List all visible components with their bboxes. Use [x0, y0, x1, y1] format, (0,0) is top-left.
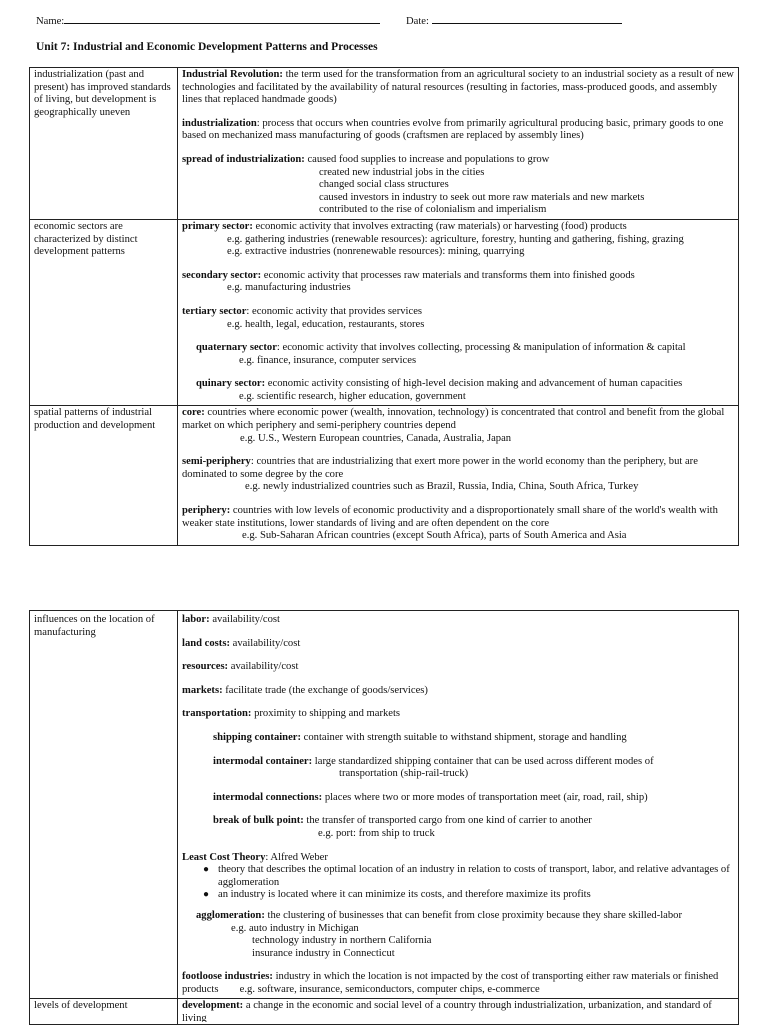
definition-continuation: transportation (ship-rail-truck) — [339, 768, 469, 780]
definition-quaternary-sector — [182, 342, 735, 355]
topic-location-of-manufacturing: influences on the location of manufacturing — [30, 611, 178, 999]
term: transportation: — [182, 708, 252, 720]
content-levels-of-development — [178, 999, 739, 1025]
topic-spatial-patterns: spatial patterns of industrial production and development — [30, 406, 178, 545]
definition-land-costs — [182, 638, 735, 651]
name-label: Name: — [36, 16, 65, 27]
example-text: e.g. scientific research, higher education, government — [239, 390, 466, 402]
example-text: e.g. U.S., Western European countries, Canada, Australia, Japan — [240, 432, 512, 444]
definition-text: economic activity that involves extracting (raw materials) or harvesting (food) products — [252, 220, 627, 232]
term: intermodal connections: — [213, 791, 323, 803]
spread-item: changed social class structures — [319, 179, 449, 191]
term: core: — [182, 407, 205, 419]
example-text: e.g. Sub-Saharan African countries (except South Africa), parts of South America and Asia — [242, 530, 627, 542]
definition-text: the transfer of transported cargo from one kind of carrier to another — [303, 815, 592, 827]
name-line — [64, 13, 380, 24]
definition-intermodal-container — [182, 756, 735, 769]
example-text: e.g. finance, insurance, computer services — [239, 354, 417, 366]
term: Industrial Revolution: — [182, 69, 283, 80]
spread-item: caused food supplies to increase and populations to grow — [304, 153, 550, 165]
example-text: e.g. auto industry in Michigan — [231, 922, 359, 934]
term: markets: — [182, 684, 223, 696]
definition-agglomeration — [182, 910, 735, 923]
example-text: e.g. gathering industries (renewable resources): agriculture, forestry, hunting and gathering, fishing, grazing — [227, 233, 684, 245]
definition-least-cost-theory — [182, 852, 735, 865]
definition-tertiary-sector — [182, 306, 735, 319]
definition-text: : economic activity that involves collecting, processing & manipulation of information & capital — [276, 342, 686, 354]
definition-text: large standardized shipping container that can be used across different modes of — [312, 755, 654, 767]
definition-industrialization — [182, 118, 735, 143]
topic-economic-sectors: economic sectors are characterized by distinct development patterns — [30, 219, 178, 406]
example-text: e.g. port: from ship to truck — [318, 827, 435, 839]
bullet-text: an industry is located where it can minimize its costs, and therefore maximize its profits — [218, 889, 591, 901]
table-row — [30, 611, 739, 999]
term: spread of industrialization: — [182, 153, 305, 165]
date-field — [406, 13, 622, 29]
definition-spread-of-industrialization — [182, 154, 735, 167]
table-row — [30, 68, 739, 220]
example-text: e.g. manufacturing industries — [227, 282, 351, 294]
definition-text: facilitate trade (the exchange of goods/services) — [222, 684, 428, 696]
table-row — [30, 219, 739, 406]
table-row — [30, 406, 739, 545]
definition-text: countries with low levels of economic productivity and a disproportionately small share of the world's wealth with weaker state institutions, lower standards of living and are often dependent on the core — [182, 505, 718, 529]
definition-text: countries where economic power (wealth, innovation, technology) is concentrated that control and benefit from the global market on which periphery and semi-periphery countries depend — [182, 407, 725, 432]
definition-secondary-sector — [182, 270, 735, 283]
bullet-icon: ● — [203, 864, 210, 876]
definition-break-of-bulk-point — [182, 815, 735, 828]
bullet-text: theory that describes the optimal location of an industry in relation to costs of transport, labor, and relative advantages of agglomeration — [218, 864, 730, 888]
definition-quinary-sector — [182, 378, 735, 391]
definition-text: the term used for the transformation from an agricultural society to an industrial society as a result of new technologies and facilitated by the availability of natural resources (resulting in factories, mass-produced goods, and assembly lines that replaced handmade goods) — [182, 69, 734, 106]
definition-text: : Alfred Weber — [265, 851, 328, 863]
term: labor: — [182, 614, 210, 625]
example-text: e.g. extractive industries (nonrenewable resources): mining, quarrying — [227, 246, 525, 258]
term: periphery: — [182, 505, 231, 517]
table-unit7-part2 — [29, 610, 739, 1025]
term: primary sector: — [182, 220, 253, 232]
definition-text: availability/cost — [228, 661, 299, 673]
definition-periphery — [182, 505, 735, 530]
definition-labor — [182, 614, 735, 627]
definition-text: economic activity consisting of high-level decision making and advancement of human capacities — [265, 378, 683, 390]
content-spatial-patterns — [178, 406, 739, 545]
least-cost-bullets — [182, 864, 735, 902]
definition-footloose-industries — [182, 971, 735, 996]
table-row — [30, 999, 739, 1025]
definition-text: the clustering of businesses that can benefit from close proximity because they share skilled-labor — [264, 909, 683, 921]
definition-text: places where two or more modes of transportation meet (air, road, rail, ship) — [322, 791, 648, 803]
spread-item: created new industrial jobs in the cities — [319, 166, 485, 178]
term: semi-periphery — [182, 456, 251, 468]
definition-development — [182, 1000, 735, 1022]
definition-text: : countries that are industrializing that exert more power in the world economy than the periphery, but are dominated to some degree by the core — [182, 456, 698, 480]
term: secondary sector: — [182, 269, 262, 281]
example-text: e.g. health, legal, education, restaurants, stores — [227, 318, 425, 330]
term: break of bulk point: — [213, 815, 304, 827]
content-industrialization — [178, 68, 739, 220]
term: land costs: — [182, 637, 230, 649]
definition-text: economic activity that processes raw materials and transforms them into finished goods — [261, 269, 635, 281]
example-text: e.g. newly industrialized countries such as Brazil, Russia, India, China, South Africa, Turkey — [245, 481, 639, 493]
definition-text: : process that occurs when countries evolve from primarily agricultural producing basic, primary goods to one based on mechanized mass manufacturing of goods (craftsmen are replaced by assembly lines) — [182, 117, 724, 142]
spread-item: caused investors in industry to seek out more raw materials and new markets — [319, 191, 645, 203]
definition-text: container with strength suitable to withstand shipment, storage and handling — [301, 731, 627, 743]
date-label: Date: — [406, 16, 429, 27]
content-economic-sectors — [178, 219, 739, 406]
list-item — [203, 864, 735, 889]
content-location-of-manufacturing — [178, 611, 739, 999]
definition-transportation — [182, 708, 735, 721]
page-title: Unit 7: Industrial and Economic Development Patterns and Processes — [36, 41, 378, 53]
term: industrialization — [182, 117, 257, 129]
term: shipping container: — [213, 731, 302, 743]
topic-industrialization: industrialization (past and present) has improved standards of living, but development is geographically uneven — [30, 68, 178, 220]
definition-shipping-container — [182, 732, 735, 745]
definition-text: proximity to shipping and markets — [251, 708, 401, 720]
definition-core — [182, 407, 735, 432]
definition-semi-periphery — [182, 456, 735, 481]
definition-industrial-revolution — [182, 69, 735, 107]
term: resources: — [182, 661, 229, 673]
term: quaternary sector — [196, 342, 277, 354]
term: intermodal container: — [213, 755, 313, 767]
definition-text: industry in which the location is not impacted by the cost of transporting either raw materials or finished products e.g. software, insurance, semiconductors, computer chips, e-commerce — [182, 971, 722, 995]
definition-primary-sector — [182, 221, 735, 234]
example-text: technology industry in northern California — [252, 935, 432, 947]
example-text: insurance industry in Connecticut — [252, 947, 395, 959]
definition-text: availability/cost — [229, 637, 301, 649]
definition-intermodal-connections — [182, 792, 735, 805]
term: footloose industries: — [182, 971, 273, 983]
spread-item: contributed to the rise of colonialism and imperialism — [319, 204, 547, 216]
list-item — [203, 889, 735, 902]
term: Least Cost Theory — [182, 851, 266, 863]
topic-levels-of-development — [30, 999, 178, 1025]
term: tertiary sector — [182, 305, 247, 317]
term: development: — [182, 1000, 244, 1012]
topic-text: levels of development — [34, 1000, 128, 1012]
definition-resources — [182, 661, 735, 674]
date-line — [432, 13, 622, 24]
term: agglomeration: — [196, 909, 265, 921]
definition-text: : economic activity that provides services — [246, 305, 423, 317]
table-unit7-part1 — [29, 67, 739, 546]
definition-markets — [182, 685, 735, 698]
term: quinary sector: — [196, 378, 266, 390]
name-field — [36, 13, 380, 29]
bullet-icon: ● — [203, 889, 210, 901]
definition-text: a change in the economic and social level of a country through industrialization, urbanization, and standard of living — [182, 1000, 712, 1023]
definition-text: availability/cost — [209, 614, 280, 625]
